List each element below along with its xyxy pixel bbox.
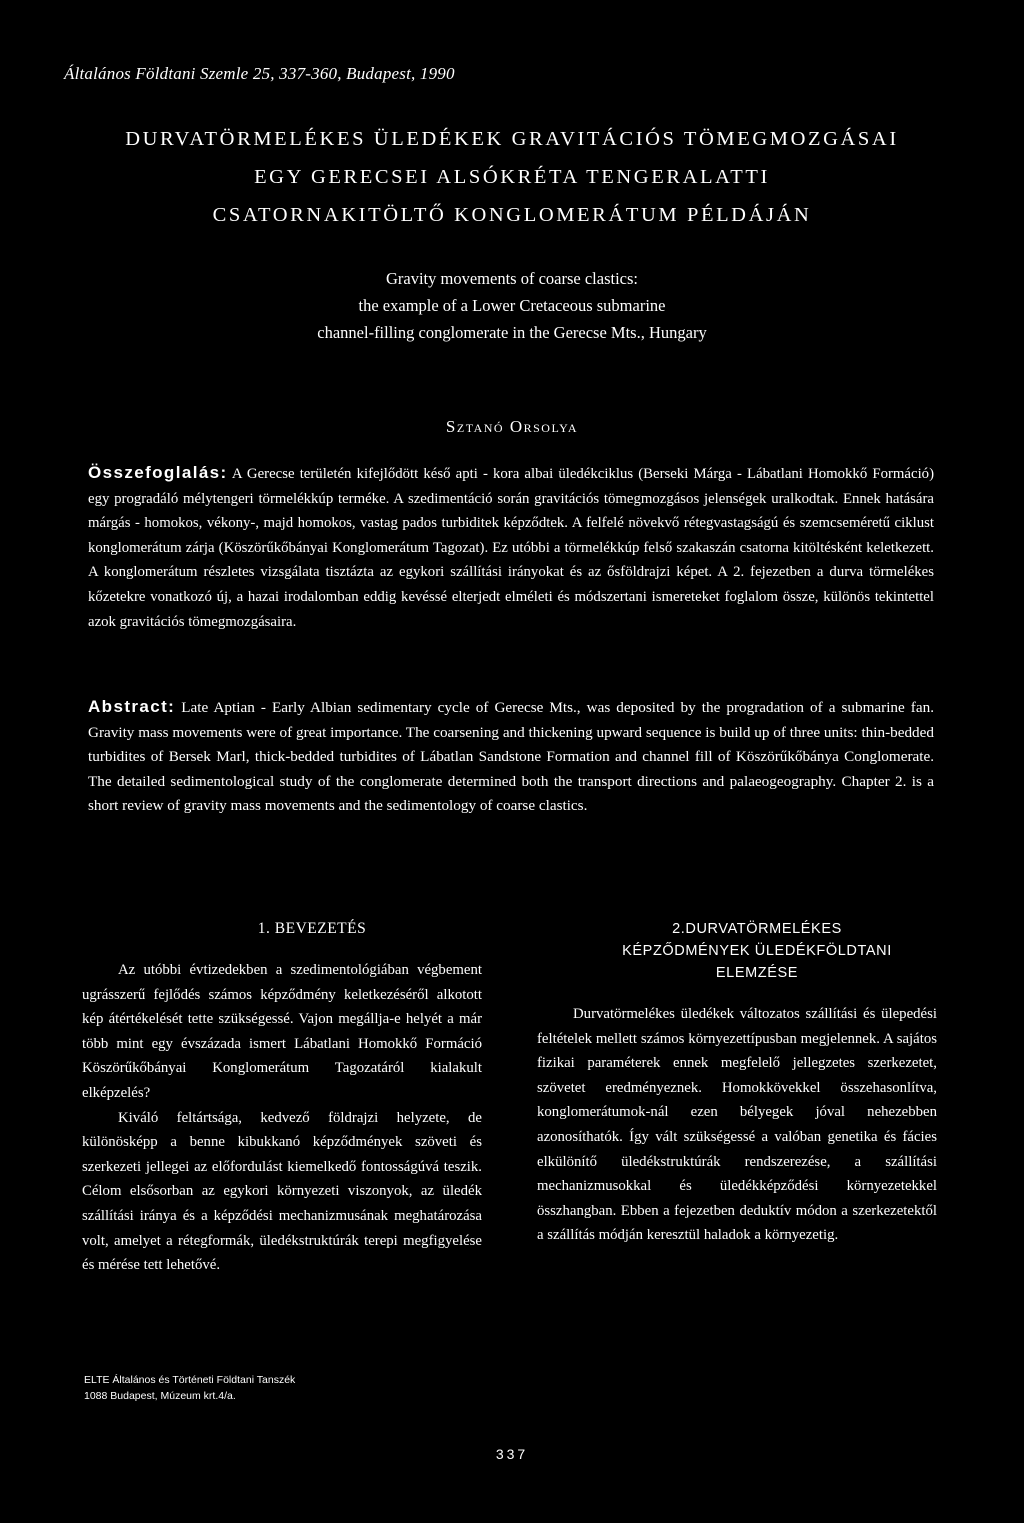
- title-line: CSATORNAKITÖLTŐ KONGLOMERÁTUM PÉLDÁJÁN: [212, 204, 812, 226]
- journal-citation: Általános Földtani Szemle 25, 337-360, Budapest, 1990: [64, 64, 455, 83]
- article-title: [40, 120, 984, 234]
- author-affiliation: [84, 1372, 295, 1404]
- paragraph: Durvatörmelékes üledékek változatos szállítási és ülepedési feltételek mellett számos környezettípusban megjelennek. A sajátos fizikai paraméterek ennek megfelelő jellegzetes szerkezetet, szövetet eredményeznek. Homokkövekkel összehasonlítva, konglomerátumok-nál ezen bélyegek jóval nehezebben azonosíthatók. Így vált szükségessé a valóban genetika és fácies elkülönítő üledékstruktúrák rendszerezése, a szállítási mechanizmusokkal és üledékképződési környezetekkel összhangban. Ebben a fejezetben deduktív módon a szerkezetektől a szállítás módján keresztül haladok a környezetig.: [537, 1006, 937, 1244]
- summary-text: A Gerecse területén kifejlődött késő apti - kora albai üledékciklus (Berseki Márga - Lábatlani Homokkő Formáció) egy progradáló mélytengeri törmelékkúp terméke. A szedimentáció során gravitációs tömegmozgásos jelenségek uralkodtak. Ennek hatására márgás - homokos, vékony-, majd homokos, vastag pados turbiditek képződtek. A felfelé növekvő rétegvastagságú és szemcseméretű ciklust konglomerátum zárja (Köszörűkőbányai Konglomerátum Tagozat). Ez utóbbi a törmelékkúp felső szakaszán csatorna kitöltésként keletkezett. A konglomerátum részletes vizsgálata tisztázta az egykori szállítási irányokat és az ősföldrajzi képet. A 2. fejezetben a durva törmelékes kőzetekre vonatkozó új, a hazai irodalomban eddig kevéssé elterjedt elméleti és módszertani ismereteket foglalom össze, különös tekintettel azok gravitációs tömegmozgásaira.: [88, 466, 935, 630]
- left-column: [82, 918, 482, 1278]
- affiliation-line: ELTE Általános és Történeti Földtani Tanszék: [84, 1374, 296, 1386]
- summary-lead: Összefoglalás:: [88, 463, 228, 482]
- author-name: Sztanó Orsolya: [445, 417, 579, 436]
- abstract-text: Late Aptian - Early Albian sedimentary cycle of Gerecse Mts., was deposited by the progradation of a submarine fan. Gravity mass movements were of great importance. The coarsening and thickening upward sequence is build up of three units: thin-bedded turbidites of Bersek Marl, thick-bedded turbidites of Lábatlan Sandstone Formation and channel fill of Köszörűkőbánya Conglomerate. The detailed sedimentological study of the conglomerate determined both the transport directions and palaeogeography. Chapter 2. is a short review of gravity mass movements and the sedimentology of coarse clastics.: [88, 699, 934, 814]
- subtitle-line: the example of a Lower Cretaceous submarine: [358, 296, 666, 315]
- title-line: EGY GERECSEI ALSÓKRÉTA TENGERALATTI: [254, 166, 770, 188]
- subtitle-line: Gravity movements of coarse clastics:: [385, 269, 638, 288]
- paragraph: Kiváló feltártsága, kedvező földrajzi helyzete, de különösképp a benne kibukkanó képződmények szöveti és szerkezeti jellegei az előfordulást kiemelkedő fontosságúvá teszik. Célom elsősorban az egykori környezeti viszonyok, az üledék szállítási iránya és a képződési mechanizmusának meghatározása volt, amelyet a rétegformák, üledékstruktúrák terepi megfigyelése és mérése tett lehetővé.: [82, 1109, 482, 1274]
- page-number: 337: [495, 1446, 529, 1462]
- abstract-lead: Abstract:: [88, 697, 176, 716]
- title-line: DURVATÖRMELÉKES ÜLEDÉKEK GRAVITÁCIÓS TÖMEGMOZGÁSAI: [125, 128, 899, 150]
- section-heading: [577, 918, 937, 984]
- section-heading-line: 2.DURVATÖRMELÉKES: [672, 921, 842, 937]
- hungarian-summary: [88, 461, 934, 634]
- english-abstract: [88, 695, 934, 819]
- affiliation-line: 1088 Budapest, Múzeum krt.4/a.: [84, 1390, 236, 1402]
- right-column: [537, 918, 937, 1248]
- section-heading: 1. BEVEZETÉS: [257, 920, 367, 937]
- subtitle-line: channel-filling conglomerate in the Gerecse Mts., Hungary: [317, 323, 707, 342]
- paragraph: Az utóbbi évtizedekben a szedimentológiában végbement ugrásszerű fejlődés számos képződmény keletkezéséről alkotott kép átértékelését tette szükségessé. Vajon megállja-e helyét a már több mint egy évszázada ismert Lábatlani Homokkő Formáció Köszörűkőbányai Konglomerátum Tagozatáról kialakult elképzelés?: [82, 962, 482, 1101]
- english-title: [40, 265, 984, 346]
- section-heading-line: ELEMZÉSE: [715, 965, 799, 981]
- section-heading-line: KÉPZŐDMÉNYEK ÜLEDÉKFÖLDTANI: [622, 943, 892, 959]
